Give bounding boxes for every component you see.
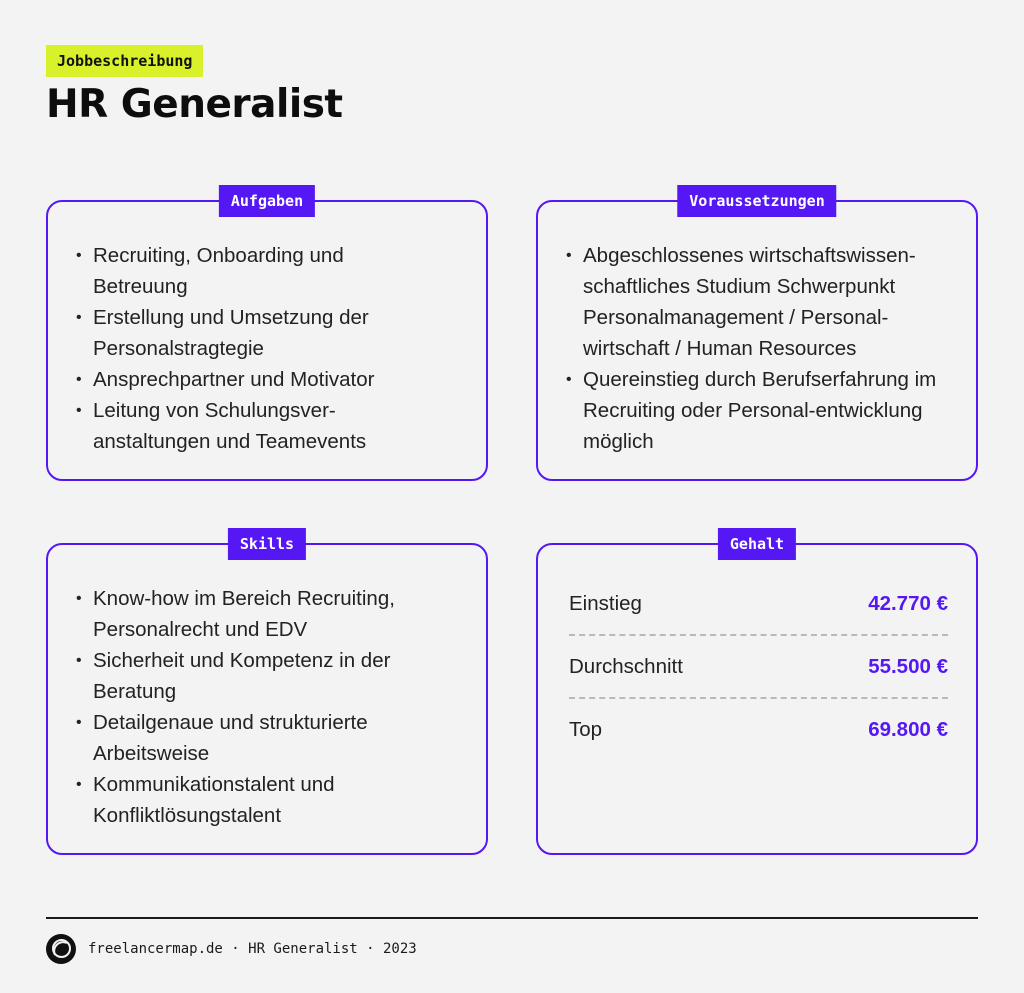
freelancermap-logo-icon: [46, 934, 76, 964]
list-item: • Recruiting, Onboarding und Betreuung: [93, 240, 383, 302]
footer-credit: freelancermap.de · HR Generalist · 2023: [88, 941, 417, 957]
gehalt-card: [536, 535, 978, 855]
salary-label: Durchschnitt: [569, 654, 683, 678]
list-item: • Abgeschlossenes wirtschaftswissen-schaftliches Studium Schwerpunkt Personalmanagement / Personal-wirtschaft / Human Resources: [583, 240, 945, 364]
salary-table: [538, 545, 976, 760]
footer-divider: [46, 917, 978, 919]
salary-row: [569, 634, 948, 697]
gehalt-card-label: Gehalt: [718, 528, 796, 560]
aufgaben-card-label: Aufgaben: [219, 185, 315, 217]
voraussetzungen-list: [538, 202, 976, 457]
list-item: • Quereinstieg durch Berufserfahrung im Recruiting oder Personal-entwicklung möglich: [583, 364, 945, 457]
list-item: • Detailgenaue und strukturierte Arbeitsweise: [93, 707, 403, 769]
salary-value: 55.500 €: [868, 654, 948, 678]
voraussetzungen-card-label: Voraussetzungen: [677, 185, 836, 217]
page-title: HR Generalist: [46, 82, 343, 127]
salary-label: Einstieg: [569, 591, 642, 615]
aufgaben-list: [48, 202, 486, 457]
salary-label: Top: [569, 717, 603, 741]
salary-value: 42.770 €: [868, 591, 948, 615]
skills-card: [46, 535, 488, 855]
aufgaben-card: [46, 192, 488, 481]
category-tag: Jobbeschreibung: [46, 45, 203, 77]
salary-row: [569, 573, 948, 634]
list-item: • Know-how im Bereich Recruiting, Personalrecht und EDV: [93, 583, 433, 645]
salary-value: 69.800 €: [868, 717, 948, 741]
voraussetzungen-card: [536, 192, 978, 481]
list-item: • Sicherheit und Kompetenz in der Beratung: [93, 645, 433, 707]
skills-list: [48, 545, 486, 831]
salary-row: [569, 697, 948, 760]
skills-card-label: Skills: [228, 528, 306, 560]
list-item: • Kommunikationstalent und Konfliktlösungstalent: [93, 769, 383, 831]
list-item: • Leitung von Schulungsver-anstaltungen und Teamevents: [93, 395, 393, 457]
list-item: • Erstellung und Umsetzung der Personalstragtegie: [93, 302, 403, 364]
list-item: • Ansprechpartner und Motivator: [93, 364, 456, 395]
